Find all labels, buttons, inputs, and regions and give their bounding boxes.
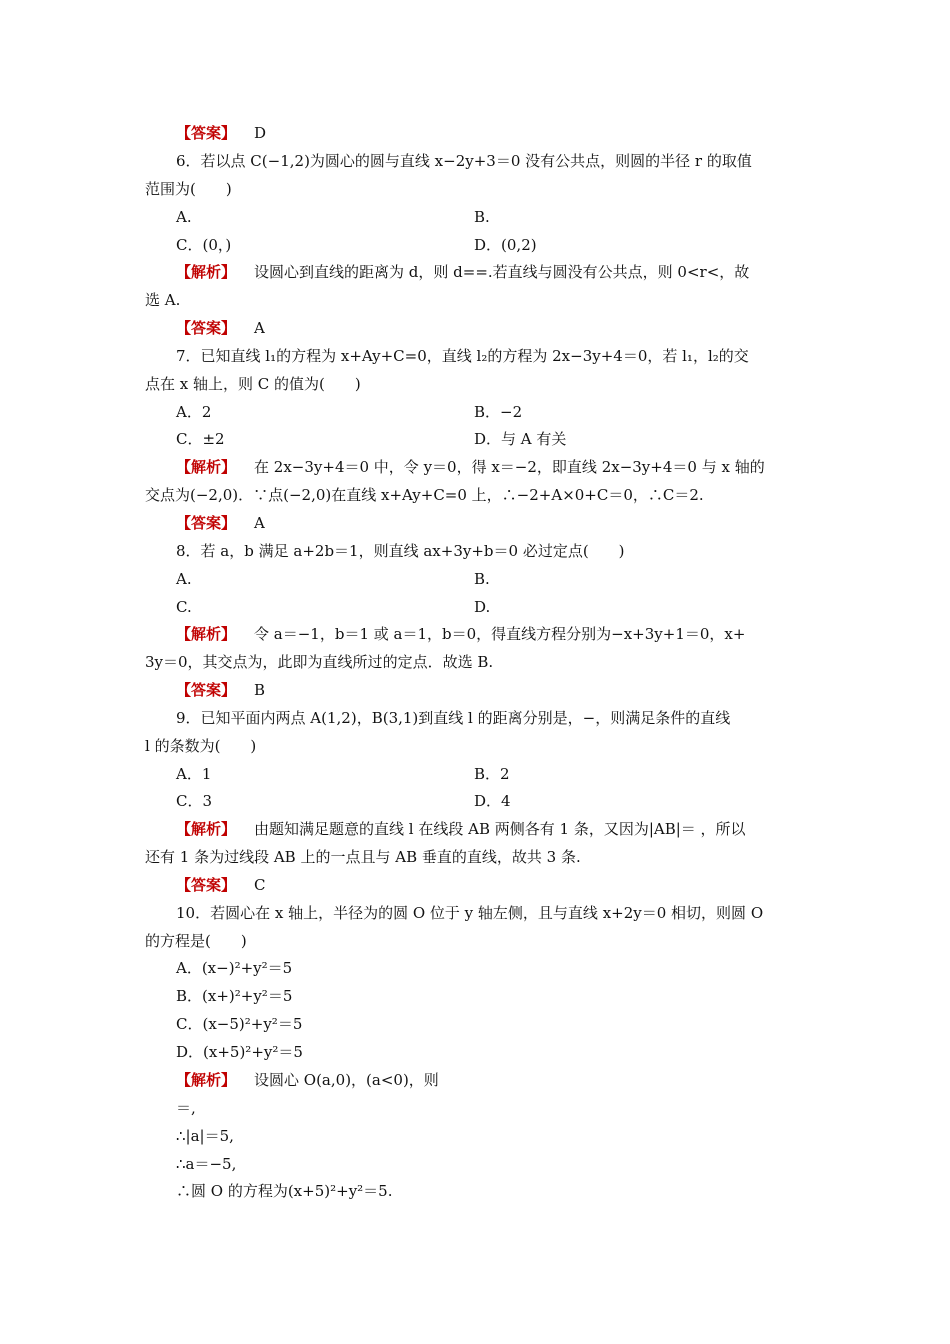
q6-option-a: A. — [176, 208, 192, 226]
answer-value: A — [254, 514, 265, 532]
analysis-text-cont: 交点为(−2,0)．∵点(−2,0)在直线 x+Ay+C=0 上，∴−2+A×0+C＝0，∴C＝2. — [145, 486, 704, 504]
analysis-line-q7 — [176, 457, 765, 477]
question-7-stem: 7．已知直线 l₁的方程为 x+Ay+C=0，直线 l₂的方程为 2x−3y+4＝0，若 l₁，l₂的交 — [176, 347, 749, 365]
analysis-line-q8 — [176, 624, 745, 644]
question-6-stem-cont: 范围为( ) — [145, 180, 232, 198]
q8-option-d: D. — [474, 598, 491, 616]
solution-step: ∴圆 O 的方程为(x+5)²+y²＝5. — [176, 1182, 393, 1200]
q8-option-b: B. — [474, 570, 490, 588]
analysis-text: 设圆心 O(a,0)，(a<0)，则 — [254, 1071, 439, 1089]
analysis-tag: 【解析】 — [176, 263, 237, 281]
answer-value: C — [254, 876, 266, 894]
question-6-stem: 6．若以点 C(−1,2)为圆心的圆与直线 x−2y+3＝0 没有公共点，则圆的半径 r 的取值 — [176, 152, 752, 170]
analysis-line-q9 — [176, 819, 746, 839]
q8-option-a: A. — [176, 570, 192, 588]
q9-option-b: B．2 — [474, 765, 510, 783]
answer-tag: 【答案】 — [176, 124, 237, 142]
q10-option-b: B．(x+)²+y²＝5 — [176, 987, 293, 1005]
analysis-text: 设圆心到直线的距离为 d，则 d==.若直线与圆没有公共点，则 0<r<，故 — [254, 263, 750, 281]
answer-value: B — [254, 681, 266, 699]
analysis-text: 由题知满足题意的直线 l 在线段 AB 两侧各有 1 条，又因为|AB|＝ ，所以 — [254, 820, 746, 838]
answer-tag: 【答案】 — [176, 681, 237, 699]
analysis-text-cont: 3y＝0，其交点为，此即为直线所过的定点．故选 B. — [145, 653, 494, 671]
analysis-text: 在 2x−3y+4＝0 中，令 y＝0，得 x＝−2，即直线 2x−3y+4＝0 与 x 轴的 — [254, 458, 765, 476]
answer-line-q8 — [176, 680, 265, 700]
solution-step: ∴a＝−5, — [176, 1155, 237, 1173]
answer-line-q9 — [176, 875, 266, 895]
q10-option-c: C．(x−5)²+y²＝5 — [176, 1015, 303, 1033]
q9-option-a: A．1 — [176, 765, 212, 783]
q7-option-d: D．与 A 有关 — [474, 430, 567, 448]
q7-option-b: B．−2 — [474, 403, 523, 421]
analysis-text-cont: 选 A. — [145, 291, 181, 309]
answer-tag: 【答案】 — [176, 319, 237, 337]
answer-tag: 【答案】 — [176, 876, 237, 894]
q10-option-a: A．(x−)²+y²＝5 — [176, 959, 293, 977]
q6-option-d: D．(0,2) — [474, 236, 537, 254]
answer-line-q7 — [176, 513, 265, 533]
question-10-stem-cont: 的方程是( ) — [145, 932, 247, 950]
analysis-tag: 【解析】 — [176, 820, 237, 838]
question-9-stem-cont: l 的条数为( ) — [145, 737, 257, 755]
solution-step: ∴|a|＝5, — [176, 1127, 234, 1145]
answer-value: A — [254, 319, 265, 337]
analysis-tag: 【解析】 — [176, 458, 237, 476]
analysis-tag: 【解析】 — [176, 1071, 237, 1089]
analysis-text: 令 a＝−1，b＝1 或 a＝1，b＝0，得直线方程分别为−x+3y+1＝0，x+ — [254, 625, 746, 643]
analysis-line-q6 — [176, 262, 749, 282]
question-7-stem-cont: 点在 x 轴上，则 C 的值为( ) — [145, 375, 361, 393]
analysis-tag: 【解析】 — [176, 625, 237, 643]
answer-tag: 【答案】 — [176, 514, 237, 532]
q10-option-d: D．(x+5)²+y²＝5 — [176, 1043, 303, 1061]
q6-option-c: C．(0，) — [176, 236, 232, 254]
q6-option-b: B. — [474, 208, 490, 226]
answer-line-q6 — [176, 318, 265, 338]
analysis-text-cont: 还有 1 条为过线段 AB 上的一点且与 AB 垂直的直线，故共 3 条. — [145, 848, 581, 866]
answer-line-q5 — [176, 123, 266, 143]
question-10-stem: 10．若圆心在 x 轴上，半径为的圆 O 位于 y 轴左侧，且与直线 x+2y＝0 相切，则圆 O — [176, 904, 764, 922]
q7-option-c: C．±2 — [176, 430, 225, 448]
q9-option-d: D．4 — [474, 792, 511, 810]
solution-step: ＝, — [176, 1099, 196, 1117]
q7-option-a: A．2 — [176, 403, 212, 421]
question-9-stem: 9．已知平面内两点 A(1,2)，B(3,1)到直线 l 的距离分别是，−，则满足条件的直线 — [176, 709, 731, 727]
analysis-line-q10 — [176, 1070, 439, 1090]
q9-option-c: C．3 — [176, 792, 213, 810]
q8-option-c: C. — [176, 598, 192, 616]
answer-value: D — [254, 124, 267, 142]
question-8-stem: 8．若 a，b 满足 a+2b＝1，则直线 ax+3y+b＝0 必过定点( ) — [176, 542, 625, 560]
